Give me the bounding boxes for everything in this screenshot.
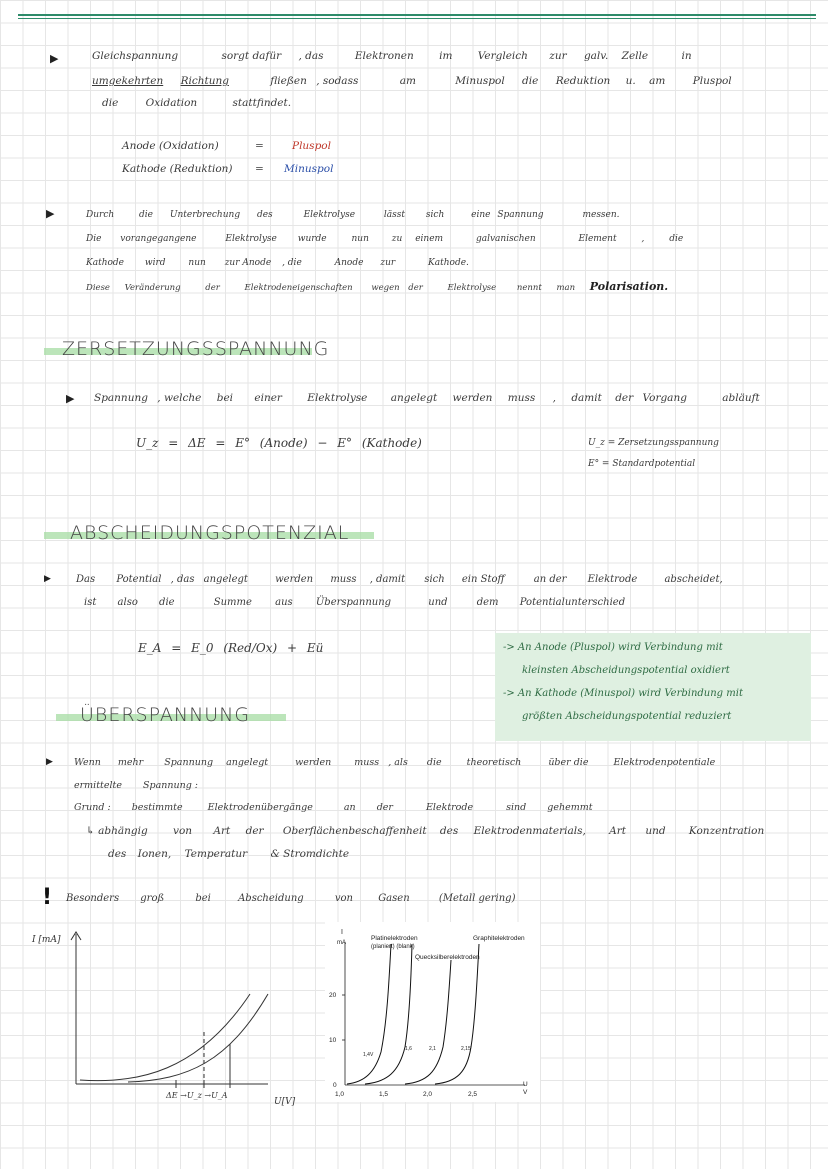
word: der	[408, 283, 423, 293]
word: Reduktion	[555, 75, 611, 87]
word: der	[245, 825, 264, 837]
word: abscheidet,	[664, 574, 723, 585]
word: Art	[213, 825, 231, 837]
warn-line	[66, 893, 515, 904]
word: Elektrolyse	[225, 234, 277, 244]
word: damit	[571, 392, 602, 404]
note-line-1: -> An Anode (Pluspol) wird Verbindung mit	[503, 642, 723, 653]
bullet-icon: ▶	[44, 574, 51, 584]
ueber-line-4	[86, 825, 764, 837]
word: galvanischen	[475, 234, 536, 244]
word: zur	[380, 258, 396, 268]
word: eine	[471, 210, 491, 220]
word: und	[645, 825, 666, 837]
fig-x-15: 1,5	[379, 1091, 389, 1098]
fig-y-20: 20	[329, 992, 337, 999]
word: muss	[330, 574, 357, 585]
word: fließen	[270, 75, 307, 87]
word: des	[108, 848, 127, 860]
word: theoretisch	[466, 757, 522, 768]
word: sorgt dafür	[221, 50, 282, 62]
word: Element	[578, 234, 617, 244]
word: sich	[424, 574, 445, 585]
word: von	[173, 825, 193, 837]
word: Wenn	[74, 757, 101, 768]
word: Ionen,	[137, 848, 172, 860]
pluspol-label: Pluspol	[292, 140, 331, 152]
word: nennt	[516, 283, 542, 293]
word: bei	[216, 392, 234, 404]
note-line-2: kleinsten Abscheidungspotential oxidiert	[522, 665, 730, 676]
word: galv.	[583, 50, 609, 62]
fig-x-10: 1,0	[335, 1091, 345, 1098]
word: Vorgang	[642, 392, 687, 404]
electrode-overvoltage-figure	[325, 922, 540, 1102]
bullet-icon: ▶	[46, 757, 53, 767]
word: einem	[415, 234, 444, 244]
fig-label-platin-sub: (planiert) (blank)	[371, 944, 415, 950]
word: der	[615, 392, 634, 404]
word: ermittelte	[74, 780, 122, 791]
word: groß	[140, 893, 165, 904]
word: die	[669, 234, 684, 244]
word: werden	[295, 757, 332, 768]
ueber-line-5	[108, 848, 349, 860]
word: stattfindet.	[232, 97, 292, 109]
fig-x-20: 2,0	[423, 1091, 433, 1098]
word: aus	[275, 597, 293, 608]
word: zur Anode	[224, 258, 272, 268]
word: sich	[425, 210, 445, 220]
word: dem	[476, 597, 499, 608]
kathode-label: Kathode (Reduktion)	[122, 163, 233, 175]
word: & Stromdichte	[270, 848, 350, 860]
p2-line-3	[86, 258, 469, 268]
word: wird	[144, 258, 166, 268]
word: , das	[298, 50, 324, 62]
word: am	[399, 75, 416, 87]
word: , welche	[157, 392, 202, 404]
word: Elektrolyse	[447, 283, 497, 293]
fig-curve-label-2: 1,6	[405, 1046, 412, 1052]
word: die	[139, 210, 153, 220]
top-rule-1	[18, 14, 816, 16]
exclamation-icon: !	[42, 885, 53, 910]
legend-uz: U_z = Zersetzungsspannung	[588, 438, 719, 448]
p2-line-4	[86, 280, 668, 293]
abscheidung-line-1	[76, 574, 723, 585]
word: Abscheidung	[238, 893, 304, 904]
word: einer	[254, 392, 282, 404]
p2-line-1	[86, 210, 620, 220]
word: wurde	[297, 234, 327, 244]
word: Minuspol	[455, 75, 505, 87]
word: , als	[388, 757, 408, 768]
word: der	[205, 283, 220, 293]
word: abläuft	[722, 392, 760, 404]
word: die	[102, 97, 119, 109]
word: man	[556, 283, 576, 293]
fig-curve-label-4: 2,15	[461, 1046, 471, 1052]
word: Elektrode	[425, 802, 474, 813]
word: u.	[625, 75, 636, 87]
heading-ueberspannung: ÜBERSPANNUNG	[80, 704, 251, 726]
word: wegen	[371, 283, 400, 293]
ueber-line-1	[74, 757, 715, 768]
word: sind	[506, 802, 527, 813]
fig-curve-label-3: 2,1	[429, 1046, 436, 1052]
word: Unterbrechung	[169, 210, 241, 220]
polarisation-term: Polarisation.	[589, 280, 669, 293]
word: werden	[275, 574, 314, 585]
word: muss	[354, 757, 380, 768]
word: umgekehrten	[92, 75, 164, 87]
word: Elektrolyse	[307, 392, 368, 404]
word: angelegt	[226, 757, 269, 768]
word: an	[343, 802, 356, 813]
legend-e0: E° = Standardpotential	[588, 459, 696, 469]
word: vorangegangene	[120, 234, 197, 244]
word: Elektrodenübergänge	[207, 802, 313, 813]
abscheidung-formula: E_A = E_0 (Red/Ox) + Eü	[138, 641, 324, 655]
current-voltage-sketch	[28, 922, 318, 1112]
word: des	[439, 825, 459, 837]
word: des	[256, 210, 273, 220]
fig-y-unit: mA	[337, 940, 346, 946]
fig-x-25: 2,5	[468, 1091, 478, 1098]
word: Elektrodenmaterials,	[473, 825, 586, 837]
sketch-curve-2	[128, 994, 268, 1082]
zersetzung-formula: U_z = ΔE = E° (Anode) − E° (Kathode)	[136, 436, 422, 450]
word: Spannung :	[142, 780, 199, 791]
word: die	[426, 757, 442, 768]
fig-x-unit-top: U	[523, 1081, 528, 1088]
fig-y-label: I	[341, 929, 343, 936]
word: im	[439, 50, 453, 62]
word: an der	[533, 574, 567, 585]
word: Vergleich	[477, 50, 528, 62]
abscheidung-line-2	[84, 597, 625, 608]
bullet-icon: ▶	[50, 52, 59, 65]
word: Besonders	[66, 893, 120, 904]
fig-label-platin: Platinelektroden	[371, 935, 418, 942]
word: Anode	[334, 258, 364, 268]
figure-bg	[325, 922, 540, 1102]
word: (Metall gering)	[438, 893, 516, 904]
word: Spannung	[94, 392, 148, 404]
word: Elektrode	[587, 574, 638, 585]
word: Oberflächenbeschaffenheit	[282, 825, 427, 837]
word: der	[376, 802, 393, 813]
sketch-y-label: I [mA]	[32, 935, 61, 945]
word: ein Stoff	[461, 574, 505, 585]
word: Summe	[213, 597, 252, 608]
word: Elektrodeneigenschaften	[244, 283, 353, 293]
zersetzung-definition	[94, 392, 760, 404]
word: also	[117, 597, 138, 608]
word: werden	[452, 392, 493, 404]
word: zu	[391, 234, 403, 244]
top-rule-2	[18, 18, 816, 19]
word: Oxidation	[145, 97, 198, 109]
word: Potentialunterschied	[519, 597, 626, 608]
word: Veränderung	[124, 283, 181, 293]
fig-label-quecksilber: Quecksilberelektroden	[415, 954, 480, 961]
p2-line-2	[86, 234, 683, 244]
word: ist	[84, 597, 97, 608]
heading-abscheidungspotenzial: ABSCHEIDUNGSPOTENZIAL	[70, 522, 350, 544]
word: bei	[195, 893, 211, 904]
bullet-icon: ▶	[46, 207, 55, 220]
word: Das	[76, 574, 96, 585]
word: Pluspol	[692, 75, 732, 87]
word: Durch	[86, 210, 115, 220]
word: Kathode.	[428, 258, 469, 268]
word: Grund :	[74, 802, 111, 813]
word: Die	[86, 234, 102, 244]
word: , sodass	[316, 75, 359, 87]
fig-label-graphit: Graphitelektroden	[473, 935, 525, 942]
sketch-curve-1	[80, 994, 250, 1081]
word: Elektronen	[354, 50, 414, 62]
heading-zersetzungsspannung: ZERSETZUNGSSPANNUNG	[62, 338, 330, 360]
word: angelegt	[203, 574, 248, 585]
word: nun	[188, 258, 206, 268]
word: Gleichspannung	[92, 50, 179, 62]
equals-sign: =	[255, 140, 264, 152]
word: Diese	[86, 283, 110, 293]
p1-line-3	[102, 97, 291, 109]
word: die	[159, 597, 175, 608]
word: Spannung	[164, 757, 214, 768]
word: ↳ abhängig	[86, 825, 148, 837]
equals-sign: =	[255, 163, 264, 175]
word: ,	[552, 392, 556, 404]
word: Kathode	[86, 258, 125, 268]
fig-curve-label-1: 1,4V	[363, 1052, 374, 1058]
ueber-line-2	[74, 780, 198, 791]
sketch-tick-labels: ΔE →U_z →U_A	[166, 1091, 228, 1100]
word: muss	[507, 392, 536, 404]
word: lässt	[383, 210, 406, 220]
word: bestimmte	[131, 802, 183, 813]
word: Spannung	[497, 210, 544, 220]
word: , die	[282, 258, 302, 268]
word: zur	[549, 50, 567, 62]
note-line-3: -> An Kathode (Minuspol) wird Verbindung mit	[503, 688, 743, 699]
word: angelegt	[390, 392, 438, 404]
word: Temperatur	[184, 848, 248, 860]
word: Art	[609, 825, 626, 837]
fig-y-0: 0	[333, 1082, 337, 1089]
word: Gasen	[378, 893, 410, 904]
bullet-icon: ▶	[66, 392, 75, 405]
word: Konzentration	[688, 825, 765, 837]
anode-label: Anode (Oxidation)	[122, 140, 219, 152]
word: von	[334, 893, 353, 904]
minuspol-label: Minuspol	[284, 163, 334, 175]
word: mehr	[117, 757, 144, 768]
word: ,	[641, 234, 645, 244]
word: und	[428, 597, 448, 608]
word: Richtung	[180, 75, 229, 87]
word: die	[522, 75, 539, 87]
word: Elektrolyse	[303, 210, 356, 220]
word: , damit	[369, 574, 406, 585]
word: Zelle	[621, 50, 649, 62]
word: in	[681, 50, 692, 62]
word: gehemmt	[547, 802, 593, 813]
note-line-4: größten Abscheidungspotential reduziert	[522, 711, 732, 722]
word: über die	[548, 757, 589, 768]
word: Elektrodenpotentiale	[613, 757, 716, 768]
word: nun	[351, 234, 369, 244]
sketch-x-label: U[V]	[274, 1097, 296, 1107]
ueber-line-3	[74, 802, 593, 813]
p1-line-2	[92, 75, 732, 87]
word: , das	[170, 574, 195, 585]
fig-y-10: 10	[329, 1037, 337, 1044]
p1-line-1	[92, 50, 692, 62]
word: Überspannung	[315, 597, 392, 608]
word: am	[649, 75, 666, 87]
word: messen.	[582, 210, 620, 220]
word: Potential	[116, 574, 162, 585]
fig-x-unit-bot: V	[523, 1089, 528, 1096]
